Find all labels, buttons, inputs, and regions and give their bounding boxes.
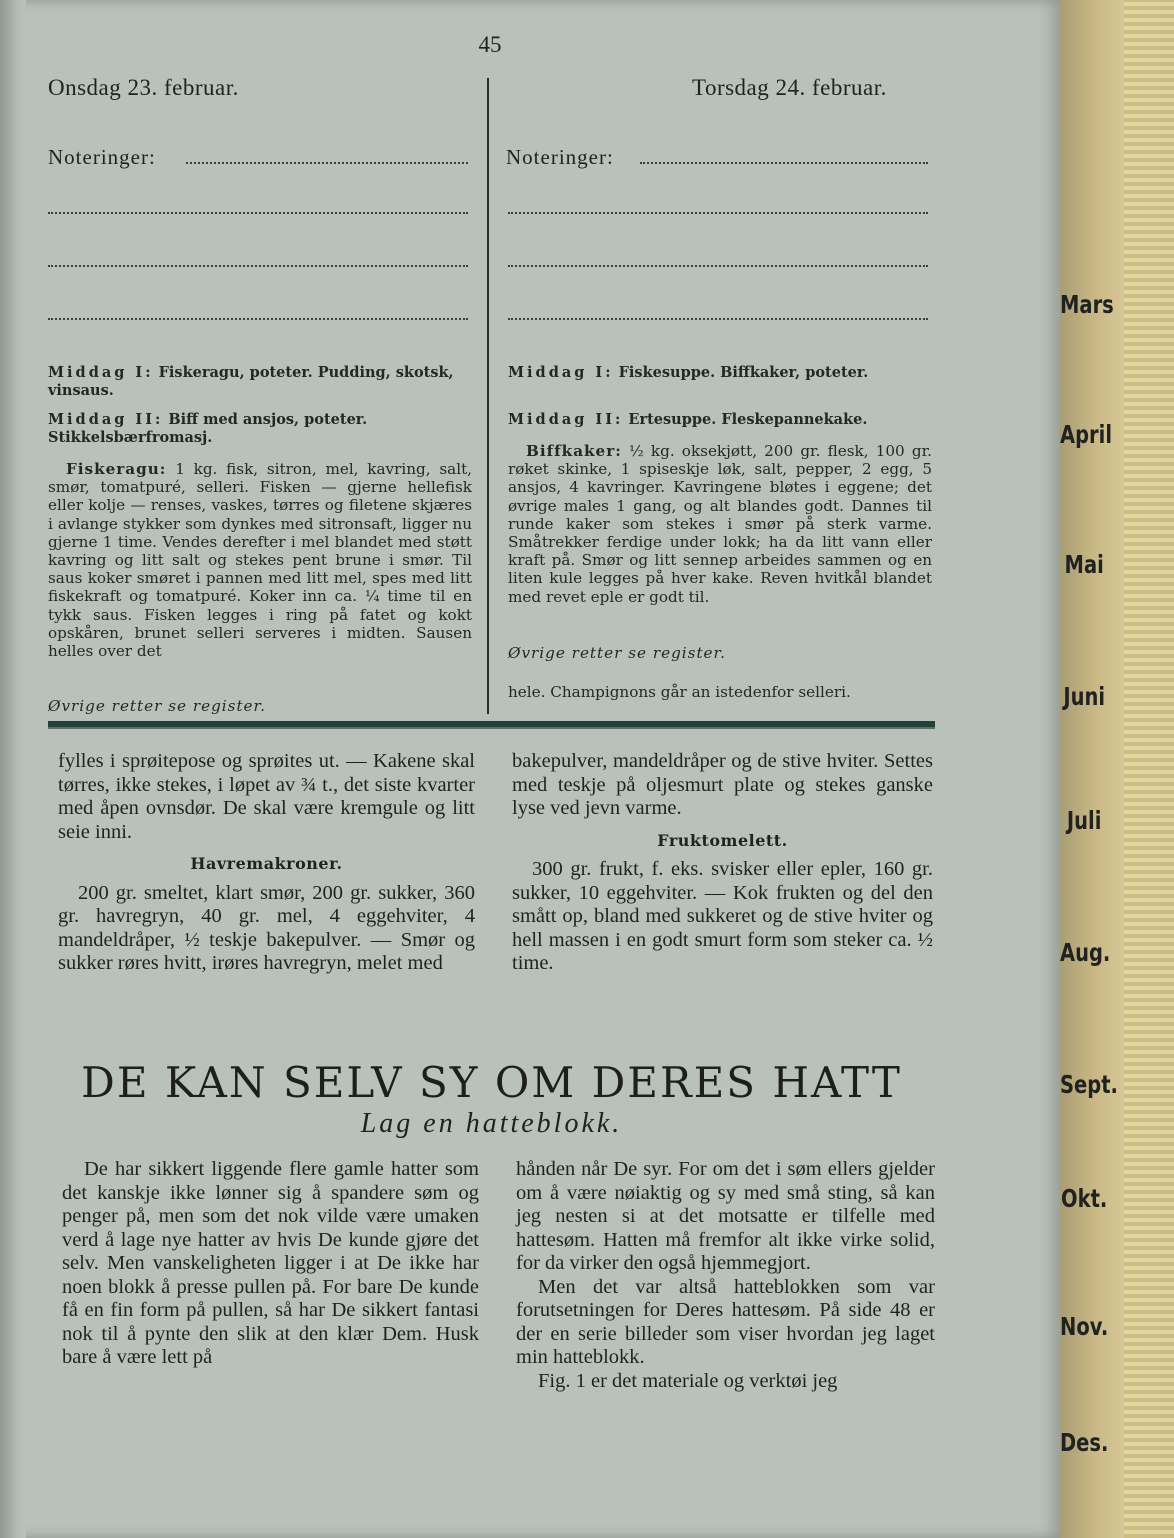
right-middag-2-text: Ertesuppe. Fleskepannekake. — [628, 411, 868, 428]
tab-strip-edge — [1124, 0, 1174, 1538]
article1-left-column — [58, 750, 475, 976]
tab-okt[interactable]: Okt. — [1061, 1184, 1108, 1213]
left-middag-2 — [48, 411, 472, 447]
left-notes-label: Noteringer: — [48, 145, 156, 169]
tab-april[interactable]: April — [1060, 420, 1113, 449]
havremakroner-heading: Havremakroner. — [190, 854, 343, 873]
left-middag-1-label: Middag I: — [48, 364, 154, 381]
left-recipe-title: Fiskeragu: — [66, 460, 167, 478]
tab-mars[interactable]: Mars — [1060, 290, 1114, 319]
tab-sept[interactable]: Sept. — [1060, 1070, 1118, 1099]
section-rule — [48, 721, 935, 729]
article2-title: DE KAN SELV SY OM DERES HATT — [81, 1058, 902, 1107]
right-middag-2 — [508, 411, 932, 429]
left-middag-2-label: Middag II: — [48, 411, 164, 428]
left-notes-line-2[interactable] — [48, 212, 468, 214]
article2-left-column — [62, 1158, 479, 1370]
page-gutter — [0, 0, 26, 1538]
article2-left-text: De har sikkert liggende flere gamle hatter som det kanskje ikke lønner sig å spandere søm og penger på, men som det nok vilde være umaken verd å lage nye hatter av hvis De kunde gjøre det selv. Men vanskeligheten ligger i at De ikke har noen blokk å presse pullen på. For bare De kunde få en fin form på pullen, så har De sikkert fantasi nok til å pynte den slik at den klær Dem. Husk bare å være lett på — [62, 1158, 479, 1368]
left-middag-1-text: Fiskeragu, poteter. Pudding, skotsk, vinsaus. — [48, 364, 454, 399]
fruktomelett-text: 300 gr. frukt, f. eks. svisker eller epler, 160 gr. sukker, 10 eggehviter. — Kok frukten og del den smått op, bland med sukkeret og de stive hviter og hell massen i en godt smurt form som steker ca. ½ time. — [512, 858, 933, 974]
right-recipe-title: Biffkaker: — [526, 442, 622, 460]
left-notes-line-3[interactable] — [48, 265, 468, 267]
right-middag-1-label: Middag I: — [508, 364, 614, 381]
right-middag-2-label: Middag II: — [508, 411, 624, 428]
left-notes-line-4[interactable] — [48, 318, 468, 320]
article2-right-p1: hånden når De syr. For om det i søm ellers gjelder om å være nøiaktig og sy med små sting, så kan jeg nesten si at det motsatte er tilfelle med hattesøm. Hatten må fremfor alt ikke virke solid, for da virker den også hjemmegjort. — [516, 1158, 935, 1274]
tab-juli[interactable]: Juli — [1066, 806, 1102, 835]
tab-nov[interactable]: Nov. — [1060, 1312, 1109, 1341]
right-notes-line-3[interactable] — [508, 265, 928, 267]
right-notes-line-2[interactable] — [508, 212, 928, 214]
tab-juni[interactable]: Juni — [1063, 682, 1106, 711]
tab-des[interactable]: Des. — [1060, 1428, 1109, 1457]
article2-subtitle: Lag en hatteblokk. — [360, 1108, 623, 1139]
left-other-dishes — [48, 697, 472, 715]
right-day-title: Torsdag 24. februar. — [692, 75, 887, 100]
right-notes-label: Noteringer: — [506, 145, 614, 169]
right-recipe — [508, 442, 932, 606]
left-day-title: Onsdag 23. februar. — [48, 75, 239, 100]
column-divider — [487, 78, 489, 714]
article1-right-intro: bakepulver, mandeldråper og de stive hviter. Settes med teskje på oljesmurt plate og stekes ganske lyse ved jevn varme. — [512, 750, 933, 819]
right-notes-line-4[interactable] — [508, 318, 928, 320]
page-number: 45 — [478, 32, 502, 57]
article2-right-p2: Men det var altså hatteblokken som var forutsetningen for Deres hattesøm. På side 48 er der en serie billeder som viser hvordan jeg laget min hatteblokk. — [516, 1275, 935, 1368]
left-middag-2-text: Biff med ansjos, poteter. Stikkelsbærfromasj. — [48, 411, 368, 446]
right-recipe-text: ½ kg. oksekjøtt, 200 gr. flesk, 100 gr. røket skinke, 1 spiseskje løk, salt, pepper, 2 egg, 5 ansjos, 4 kavringer. Kavringene bløtes i eggene; det øvrige males 1 gang, og alt blandes godt. Dannes til runde kaker som stekes i smør på sterk varme. Småtrekker ferdige under lokk; ha da litt vann eller kraft på. Smør og litt sennep arbeides sammen og en liten kule legges på hver kake. Reven hvitkål blandet med revet eple er godt til. — [508, 442, 933, 606]
article1-left-intro: fylles i sprøitepose og sprøites ut. — Kakene skal tørres, ikke stekes, i løpet av ¾ t., det siste kvarter med åpen ovnsdør. De skal være kremgule og litt seie inni. — [58, 750, 475, 843]
right-other-dishes-note: Øvrige retter se register. — [508, 644, 726, 662]
right-notes-line-1[interactable] — [640, 162, 928, 164]
right-middag-1-text: Fiskesuppe. Biffkaker, poteter. — [618, 364, 869, 381]
tab-mai[interactable]: Mai — [1064, 550, 1104, 579]
havremakroner-text: 200 gr. smeltet, klart smør, 200 gr. sukker, 360 gr. havregryn, 40 gr. mel, 4 eggehviter, 4 mandeldråper, ½ teskje bakepulver. — Smør og sukker røres hvitt, irøres havregryn, melet med — [58, 881, 475, 974]
left-notes-line-1[interactable] — [186, 162, 468, 164]
article1-right-column — [512, 750, 933, 976]
month-tab-strip — [1060, 0, 1174, 1538]
left-recipe — [48, 460, 472, 660]
tab-aug[interactable]: Aug. — [1060, 938, 1111, 967]
article2-right-column — [516, 1158, 935, 1393]
fruktomelett-heading: Fruktomelett. — [657, 830, 788, 850]
left-middag-1 — [48, 364, 472, 400]
left-other-dishes-note: Øvrige retter se register. — [48, 697, 266, 715]
right-other-dishes — [508, 644, 932, 662]
left-recipe-text: 1 kg. fisk, sitron, mel, kavring, salt, smør, tomatpuré, selleri. Fisken — gjerne hellefisk eller kolje — renses, vaskes, tørres og filetene skjæres i avlange stykker som dynkes med sitronsaft, ligger nu gjerne 1 time. Vendes derefter i mel blandet med støtt kavring og litt salt og stekes pent brune i smør. Til saus koker smøret i pannen med litt mel, spes med litt fiskekraft og tomatpuré. Koker inn ca. ¼ time til en tykk saus. Fisken legges i ring på fatet og kokt opskåren, brunet selleri serveres i midten. Sausen helles over det — [48, 460, 472, 661]
right-continuation: hele. Champignons går an istedenfor selleri. — [508, 683, 851, 701]
right-middag-1 — [508, 364, 932, 382]
article2-right-p3: Fig. 1 er det materiale og verktøi jeg — [538, 1369, 838, 1392]
